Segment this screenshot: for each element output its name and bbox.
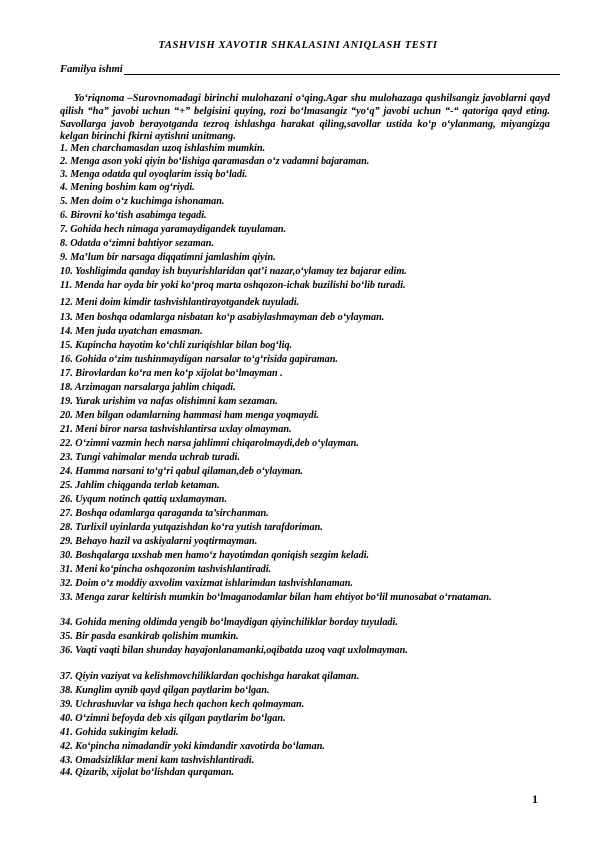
question-number: 13. (60, 312, 73, 323)
question-item (60, 410, 550, 423)
question-text: Men boshqa odamlarga nisbatan ko‘p asabiylashmayman deb o‘ylayman. (75, 312, 385, 323)
question-item (60, 508, 550, 521)
question-number: 23. (60, 452, 73, 463)
question-number: 2. (60, 156, 68, 167)
question-item (60, 438, 550, 451)
question-item (60, 156, 550, 169)
question-number: 16. (60, 354, 73, 365)
question-item (60, 340, 550, 353)
question-text: Yoshligimda qanday ish buyurishlaridan qat’i nazar,o‘ylamay tez bajarar edim. (75, 266, 407, 277)
question-text: Meni biror narsa tashvishlantirsa uxlay olmayman. (75, 424, 292, 435)
name-label: Familya ishmi (60, 64, 123, 75)
question-text: Arzimagan narsalarga jahlim chiqadi. (74, 382, 236, 393)
question-number: 37. (60, 671, 73, 682)
question-item (60, 297, 550, 310)
question-number: 21. (60, 424, 73, 435)
question-text: Men charchamasdan uzoq ishlashim mumkin. (70, 143, 266, 154)
question-text: Gohida mening oldimda yengib bo‘lmaydigan qiyinchiliklar borday tuyuladi. (75, 617, 398, 628)
question-number: 24. (60, 466, 73, 477)
question-item (60, 238, 550, 251)
question-item (60, 312, 550, 325)
question-item (60, 169, 550, 182)
question-text: Meni doim kimdir tashvishlantirayotgandek tuyuladi. (75, 297, 300, 308)
question-text: Menga ason yoki qiyin bo‘lishiga qaramasdan o‘z vadamni bajaraman. (70, 156, 370, 167)
question-item (60, 617, 550, 630)
question-text: Ko‘pincha nimadandir yoki kimdandir xavotirda bo‘laman. (75, 741, 325, 752)
question-item (60, 368, 550, 381)
question-item (60, 550, 550, 563)
question-item (60, 727, 550, 740)
question-item (60, 280, 550, 293)
question-number: 44. (60, 767, 73, 778)
question-item (60, 671, 550, 684)
question-number: 12. (60, 297, 73, 308)
question-number: 30. (60, 550, 73, 561)
question-number: 29. (60, 536, 73, 547)
question-number: 4. (60, 182, 68, 193)
question-item (60, 713, 550, 726)
question-item (60, 755, 550, 768)
question-number: 33. (60, 592, 73, 603)
question-number: 25. (60, 480, 73, 491)
page-number: 1 (532, 792, 538, 806)
question-text: Omadsizliklar meni kam tashvishlantiradi. (75, 755, 255, 766)
question-text: Turlixil uyinlarda yutqazishdan ko‘ra yutish tarafdoriman. (75, 522, 323, 533)
question-item (60, 699, 550, 712)
question-item (60, 578, 550, 591)
question-item (60, 252, 550, 265)
question-item (60, 143, 550, 156)
question-text: Gohida sukingim keladi. (75, 727, 179, 738)
question-text: Ma’lum bir narsaga diqqatimni jamlashim qiyin. (70, 252, 276, 263)
question-text: Bir pasda esankirab qolishim mumkin. (75, 631, 239, 642)
question-number: 34. (60, 617, 73, 628)
question-text: Gohida hech nimaga yaramaydigandek tuyulaman. (70, 224, 287, 235)
question-text: Birovni ko‘tish asabimga tegadi. (70, 210, 207, 221)
question-item (60, 326, 550, 339)
question-text: Qizarib, xijolat bo‘lishdan qurqaman. (75, 767, 235, 778)
question-item (60, 522, 550, 535)
question-item (60, 494, 550, 507)
question-text: O‘zimni vazmin hech narsa jahlimni chiqarolmaydi,deb o‘ylayman. (75, 438, 359, 449)
question-text: Uyqum notinch qattiq uxlamayman. (75, 494, 227, 505)
question-text: Boshqa odamlarga qaraganda ta’sirchanman. (75, 508, 269, 519)
question-text: Kunglim aynib qayd qilgan paytlarim bo‘lgan. (75, 685, 270, 696)
question-number: 20. (60, 410, 73, 421)
question-number: 3. (60, 169, 68, 180)
question-item (60, 224, 550, 237)
question-number: 39. (60, 699, 73, 710)
question-text: Qiyin vaziyat va kelishmovchiliklardan qochishga harakat qilaman. (75, 671, 360, 682)
question-number: 28. (60, 522, 73, 533)
question-number: 31. (60, 564, 73, 575)
question-item (60, 536, 550, 549)
question-text: O‘zimni befoyda deb xis qilgan paytlarim bo‘lgan. (75, 713, 286, 724)
question-text: Odatda o‘zimni bahtiyor sezaman. (70, 238, 214, 249)
question-item (60, 382, 550, 395)
question-item (60, 564, 550, 577)
question-number: 40. (60, 713, 73, 724)
question-item (60, 354, 550, 367)
question-number: 36. (60, 645, 73, 656)
question-number: 19. (60, 396, 73, 407)
question-number: 7. (60, 224, 68, 235)
instructions-paragraph: Yo‘riqnoma –Surovnomadagi birinchi mulohazani o‘qing.Agar shu mulohazaga qushilsangiz javoblarni qayd qilish “ha” javobi uchun “+” belgisini quying, rozi bo‘lmasangiz “yo‘q” javobi uchun “-“ qatoriga qayd eting. Savollarga javob berayotganda tezroq ishlashga harakat qiling,savollar ustida ko‘p o‘ylanmang, miyangizga kelgan birinchi fkirni aytishni unitmang. (60, 93, 550, 143)
question-text: Men juda uyatchan emasman. (75, 326, 203, 337)
question-item (60, 396, 550, 409)
question-item (60, 631, 550, 644)
question-number: 32. (60, 578, 73, 589)
name-blank-line (124, 64, 560, 75)
question-text: Jahlim chiqganda terlab ketaman. (75, 480, 220, 491)
question-text: Doim o‘z moddiy axvolim vaxizmat ishlarimdan tashvishlanaman. (75, 578, 353, 589)
question-number: 35. (60, 631, 73, 642)
question-number: 27. (60, 508, 73, 519)
question-number: 41. (60, 727, 73, 738)
question-text: Yurak urishim va nafas olishimni kam sezaman. (75, 396, 278, 407)
question-text: Menda har oyda bir yoki ko‘proq marta oshqozon-ichak buzilishi bo‘lib turadi. (74, 280, 406, 291)
question-number: 26. (60, 494, 73, 505)
question-text: Mening boshim kam og‘riydi. (70, 182, 195, 193)
question-item (60, 452, 550, 465)
question-number: 22. (60, 438, 73, 449)
question-text: Hamma narsani to‘g‘ri qabul qilaman,deb o‘ylayman. (75, 466, 304, 477)
question-item (60, 767, 550, 780)
question-item (60, 741, 550, 754)
question-text: Menga odatda qul oyoqlarim issiq bo‘ladi. (70, 169, 248, 180)
question-item (60, 480, 550, 493)
document-title: TASHVISH XAVOTIR SHKALASINI ANIQLASH TESTI (158, 40, 438, 51)
question-text: Men bilgan odamlarning hammasi ham menga yoqmaydi. (75, 410, 319, 421)
question-item (60, 196, 550, 209)
question-number: 6. (60, 210, 68, 221)
name-field-row (60, 64, 560, 75)
question-text: Behayo hazil va askiyalarni yoqtirmayman. (75, 536, 258, 547)
question-number: 42. (60, 741, 73, 752)
question-item (60, 592, 550, 605)
question-text: Kupincha hayotim ko‘chli zuriqishlar bilan bog‘liq. (75, 340, 293, 351)
question-text: Vaqti vaqti bilan shunday hayajonlanamanki,oqibatda uzoq vaqt uxlolmayman. (75, 645, 408, 656)
question-text: Gohida o‘zim tushinmaydigan narsalar to‘g‘risida gapiraman. (75, 354, 338, 365)
question-item (60, 266, 550, 279)
question-number: 10. (60, 266, 73, 277)
question-item (60, 210, 550, 223)
question-number: 5. (60, 196, 68, 207)
question-item (60, 645, 550, 658)
question-number: 8. (60, 238, 68, 249)
question-number: 1. (60, 143, 68, 154)
question-number: 9. (60, 252, 68, 263)
question-text: Menga zarar keltirish mumkin bo‘lmaganodamlar bilan ham ehtiyot bo‘lil munosabat o‘rnataman. (75, 592, 492, 603)
question-number: 43. (60, 755, 73, 766)
question-number: 15. (60, 340, 73, 351)
question-text: Uchrashuvlar va ishga hech qachon kech qolmayman. (75, 699, 305, 710)
question-number: 14. (60, 326, 73, 337)
question-number: 38. (60, 685, 73, 696)
question-item (60, 424, 550, 437)
question-text: Birovlardan ko‘ra men ko‘p xijolat bo‘lmayman . (75, 368, 283, 379)
question-number: 18. (60, 382, 73, 393)
question-text: Meni ko‘pincha oshqozonim tashvishlantiradi. (75, 564, 272, 575)
question-item (60, 182, 550, 195)
question-text: Boshqalarga uxshab men hamo‘z hayotimdan qoniqish sezgim keladi. (75, 550, 370, 561)
question-number: 11. (60, 280, 73, 291)
question-text: Men doim o‘z kuchimga ishonaman. (70, 196, 225, 207)
question-item (60, 685, 550, 698)
question-text: Tungi vahimalar menda uchrab turadi. (75, 452, 240, 463)
question-item (60, 466, 550, 479)
question-number: 17. (60, 368, 73, 379)
